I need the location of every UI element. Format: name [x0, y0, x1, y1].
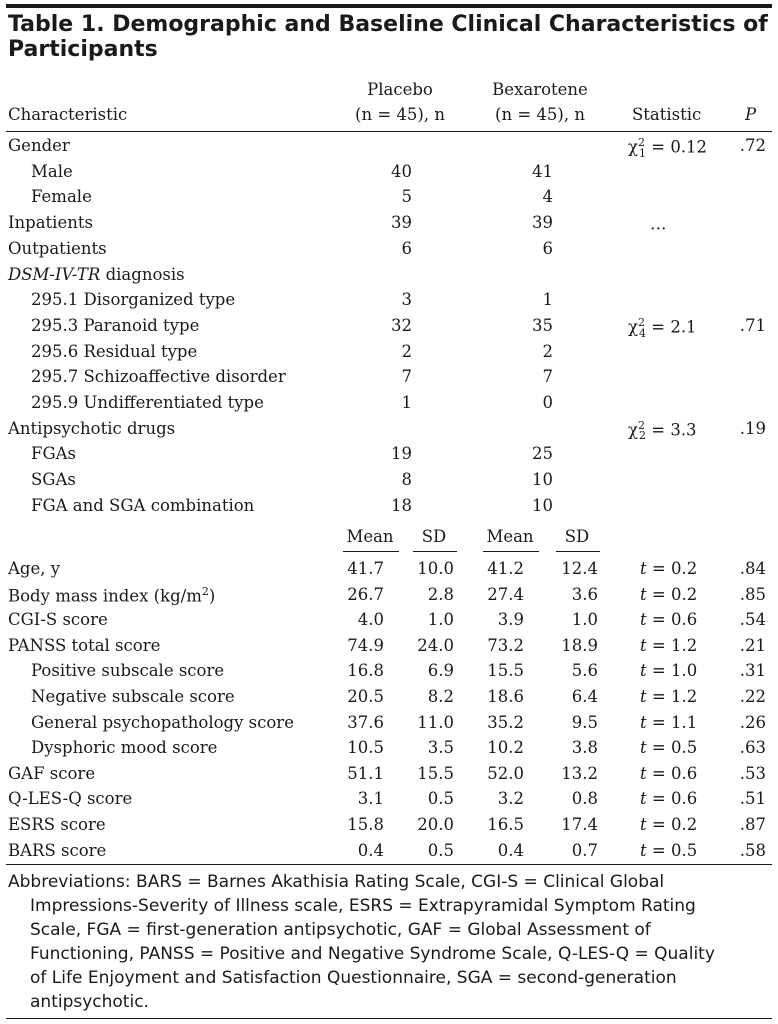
stat-text: = 2.1 [646, 317, 697, 337]
bexarotene-mean: 0.4 [497, 840, 524, 860]
bexarotene-count: 41 [532, 161, 553, 181]
t-value: = 0.2 [646, 559, 698, 578]
placebo-mean: 10.5 [347, 738, 384, 758]
t-symbol: t [640, 738, 647, 758]
p-header: P [745, 105, 757, 124]
bexarotene-count: 1 [542, 290, 553, 310]
row-label [31, 342, 197, 361]
p-value: .71 [739, 315, 766, 335]
footnote-line: of Life Enjoyment and Satisfaction Questionnaire, SGA = second-generation [30, 968, 677, 988]
row-label-text: PANSS total score [8, 635, 161, 655]
bexarotene-count: 35 [532, 315, 553, 335]
row-label [31, 661, 224, 680]
p-value: .58 [739, 840, 766, 860]
placebo-sd: 0.5 [427, 840, 454, 860]
placebo-mean: 20.5 [347, 687, 384, 706]
placebo-sd: 1.0 [427, 610, 454, 630]
footnote-line: antipsychotic. [30, 992, 149, 1012]
bexarotene-count: 10 [532, 495, 553, 515]
placebo-mean: 15.8 [347, 815, 384, 834]
statistic-value [640, 841, 697, 860]
t-symbol: t [640, 559, 647, 578]
placebo-sd: 10.0 [417, 559, 454, 578]
row-label [8, 610, 108, 629]
row-label-text: Inpatients [8, 213, 93, 233]
bexarotene-sd: 0.7 [571, 840, 598, 860]
placebo-mean: 51.1 [347, 763, 384, 783]
placebo-count: 39 [391, 213, 412, 233]
p-value: .22 [739, 687, 766, 706]
chi-symbol: χ [628, 137, 638, 157]
placebo-header-line1: Placebo [367, 80, 433, 99]
placebo-sd-subheader: SD [421, 527, 447, 546]
placebo-mean: 16.8 [347, 661, 384, 681]
placebo-sd: 20.0 [417, 815, 454, 834]
row-label [8, 419, 175, 438]
t-symbol: t [640, 712, 647, 732]
row-label [31, 470, 76, 489]
row-label [8, 585, 215, 606]
row-label [31, 738, 217, 757]
statistic-value [640, 636, 697, 655]
footnote-line: Impressions-Severity of Illness scale, ESRS = Extrapyramidal Symptom Rating [30, 896, 696, 916]
t-value: = 0.5 [646, 738, 698, 758]
row-label-text: BARS score [8, 840, 107, 860]
placebo-count: 6 [401, 238, 412, 258]
bex-sd-subheader: SD [564, 527, 590, 546]
t-value: = 0.5 [646, 840, 698, 860]
p-value: .53 [739, 763, 766, 783]
t-symbol: t [640, 815, 647, 834]
placebo-count: 5 [401, 187, 412, 207]
row-label [31, 687, 235, 706]
row-label-text: Negative subscale score [31, 687, 235, 706]
t-value: = 1.0 [646, 661, 698, 681]
p-value: .63 [739, 738, 766, 758]
row-label [31, 496, 254, 515]
p-value: .84 [739, 559, 766, 578]
bexarotene-mean: 3.2 [497, 789, 524, 809]
row-label-text: SGAs [31, 470, 76, 490]
bexarotene-header-line1: Bexarotene [492, 80, 588, 99]
t-symbol: t [640, 789, 647, 809]
statistic-value [640, 738, 697, 757]
bexarotene-count: 4 [542, 187, 553, 207]
stat-superscript: 2 [638, 418, 645, 432]
placebo-sd: 15.5 [417, 763, 454, 783]
statistic-value [628, 316, 697, 340]
header-rule [6, 131, 772, 132]
stat-superscript: 2 [638, 315, 645, 329]
placebo-count: 7 [401, 367, 412, 387]
chi-symbol: χ [628, 317, 638, 337]
placebo-mean: 3.1 [357, 789, 384, 809]
bexarotene-sd: 9.5 [571, 712, 598, 732]
p-value: .85 [739, 584, 766, 604]
bexarotene-mean: 18.6 [487, 687, 524, 706]
placebo-count: 3 [401, 290, 412, 310]
stat-subscript: 1 [639, 146, 646, 160]
row-label-text: Dysphoric mood score [31, 738, 218, 758]
statistic-value [640, 713, 697, 732]
row-label-text: Body mass index (kg/m [8, 586, 202, 606]
row-label-text: ESRS score [8, 815, 106, 834]
t-symbol: t [640, 610, 647, 630]
t-symbol: t [640, 661, 647, 681]
bexarotene-mean: 41.2 [487, 559, 524, 578]
row-label-text: Gender [8, 136, 70, 155]
bexarotene-sd: 6.4 [571, 687, 598, 706]
row-label-text: Age, y [8, 559, 61, 578]
row-label [31, 290, 235, 309]
bexarotene-sd: 0.8 [571, 789, 598, 809]
bexarotene-count: 0 [542, 393, 553, 412]
t-value: = 0.6 [646, 610, 698, 630]
row-label-text: FGAs [31, 444, 77, 464]
p-value: .87 [739, 815, 766, 834]
row-label-text: 295.6 Residual type [31, 341, 198, 361]
row-label [8, 764, 95, 783]
row-label-text: Positive subscale score [31, 661, 225, 681]
bexarotene-count: 25 [532, 444, 553, 464]
bexarotene-mean: 3.9 [497, 610, 524, 630]
t-symbol: t [640, 584, 647, 604]
placebo-sd: 11.0 [417, 712, 454, 732]
placebo-mean: 74.9 [347, 635, 384, 655]
stat-text: = 0.12 [646, 137, 708, 157]
row-label-text: Female [31, 187, 92, 207]
placebo-mean-rule [343, 551, 399, 552]
bexarotene-sd: 5.6 [571, 661, 598, 681]
t-value: = 0.6 [646, 763, 698, 783]
t-symbol: t [640, 635, 647, 655]
t-value: = 0.2 [646, 584, 698, 604]
stat-text: … [650, 214, 667, 234]
label-end: ) [208, 586, 216, 606]
row-label [8, 636, 160, 655]
t-symbol: t [640, 763, 647, 783]
row-label-text: CGI-S score [8, 610, 108, 630]
bexarotene-sd: 3.8 [571, 738, 598, 758]
statistic-value [640, 559, 697, 578]
t-symbol: t [640, 840, 647, 860]
row-label [8, 265, 185, 284]
placebo-count: 19 [391, 444, 412, 464]
placebo-mean: 37.6 [347, 712, 384, 732]
bexarotene-sd: 12.4 [561, 559, 598, 578]
statistic-value [628, 136, 707, 160]
row-label-text: 295.7 Schizoaffective disorder [31, 367, 286, 387]
placebo-count: 1 [401, 393, 412, 412]
p-value: .19 [739, 418, 766, 438]
p-value: .31 [739, 661, 766, 681]
placebo-sd-rule [413, 551, 457, 552]
bexarotene-sd: 13.2 [561, 763, 598, 783]
bexarotene-sd: 3.6 [571, 584, 598, 604]
row-label [8, 213, 93, 232]
p-value: .54 [739, 610, 766, 630]
statistic-value [650, 213, 667, 237]
row-label [31, 713, 294, 732]
row-label-text: 295.1 Disorganized type [31, 290, 236, 310]
stat-superscript: 2 [638, 136, 645, 149]
placebo-sd: 6.9 [427, 661, 454, 681]
statistic-value [640, 610, 697, 629]
chi-symbol: χ [628, 420, 638, 440]
bexarotene-count: 10 [532, 470, 553, 490]
statistic-value [640, 585, 697, 604]
row-label-text: General psychopathology score [31, 712, 294, 732]
statistic-value [640, 661, 697, 680]
statistic-value [628, 419, 697, 443]
row-label-text: FGA and SGA combination [31, 495, 255, 515]
t-symbol: t [640, 687, 647, 706]
row-label-text: Male [31, 161, 73, 181]
bex-sd-rule [556, 551, 600, 552]
row-label [8, 815, 106, 834]
bexarotene-sd: 17.4 [561, 815, 598, 834]
bexarotene-sd: 18.9 [561, 635, 598, 655]
stat-text: = 3.3 [646, 420, 697, 440]
p-value: .72 [739, 136, 766, 155]
bex-mean-rule [483, 551, 539, 552]
table-title: Table 1. Demographic and Baseline Clinical Characteristics of Participants [8, 12, 768, 62]
body-rule [6, 864, 772, 865]
row-label-text: Outpatients [8, 238, 107, 258]
row-label-text: Q-LES-Q score [8, 789, 133, 809]
row-label [8, 136, 70, 155]
t-value: = 1.1 [646, 712, 698, 732]
bexarotene-mean: 52.0 [487, 763, 524, 783]
row-label [8, 239, 107, 258]
bexarotene-count: 6 [542, 238, 553, 258]
footnote-line: Abbreviations: BARS = Barnes Akathisia Rating Scale, CGI-S = Clinical Global [8, 872, 665, 892]
row-label [31, 187, 92, 206]
row-label [8, 789, 132, 808]
placebo-sd: 8.2 [427, 687, 454, 706]
footnote-line: Functioning, PANSS = Positive and Negative Syndrome Scale, Q-LES-Q = Quality [30, 944, 715, 964]
stat-subscript: 4 [639, 326, 646, 340]
placebo-count: 32 [391, 315, 412, 335]
statistic-header: Statistic [632, 105, 702, 124]
bexarotene-mean: 15.5 [487, 661, 524, 681]
row-label [31, 444, 76, 463]
bexarotene-mean: 27.4 [487, 584, 524, 604]
footnote-line: Scale, FGA = first-generation antipsychotic, GAF = Global Assessment of [30, 920, 651, 940]
bexarotene-mean: 73.2 [487, 635, 524, 655]
row-label-text: 295.3 Paranoid type [31, 315, 200, 335]
top-rule [6, 4, 772, 8]
statistic-value [640, 687, 697, 706]
row-label [31, 162, 73, 181]
bexarotene-mean: 16.5 [487, 815, 524, 834]
bex-mean-subheader: Mean [486, 527, 534, 546]
bexarotene-header-line2: (n = 45), n [495, 105, 585, 124]
bexarotene-count: 2 [542, 341, 553, 361]
placebo-mean-subheader: Mean [346, 527, 394, 546]
placebo-mean: 41.7 [347, 559, 384, 578]
p-value: .21 [739, 635, 766, 655]
stat-subscript: 2 [639, 429, 646, 443]
bottom-rule [6, 1018, 772, 1019]
abbreviations-footnote [8, 870, 764, 1014]
placebo-mean: 4.0 [357, 610, 384, 630]
t-value: = 0.6 [646, 789, 698, 809]
row-label [31, 393, 264, 412]
characteristic-header: Characteristic [8, 105, 128, 124]
t-value: = 1.2 [646, 635, 698, 655]
placebo-count: 2 [401, 341, 412, 361]
bexarotene-sd: 1.0 [571, 610, 598, 630]
p-value: .26 [739, 712, 766, 732]
placebo-count: 40 [391, 161, 412, 181]
label-superscript: 2 [201, 584, 209, 598]
placebo-header-line2: (n = 45), n [355, 105, 445, 124]
row-label-text: 295.9 Undifferentiated type [31, 393, 264, 412]
statistic-value [640, 789, 697, 808]
row-label-text: GAF score [8, 763, 96, 783]
t-value: = 1.2 [646, 687, 698, 706]
placebo-sd: 0.5 [427, 789, 454, 809]
placebo-count: 8 [401, 470, 412, 490]
row-label-text: DSM-IV-TR [8, 264, 101, 284]
p-value: .51 [739, 789, 766, 809]
bexarotene-mean: 10.2 [487, 738, 524, 758]
row-label-suffix: diagnosis [100, 264, 185, 284]
t-value: = 0.2 [646, 815, 698, 834]
row-label [8, 841, 106, 860]
placebo-sd: 3.5 [427, 738, 454, 758]
bexarotene-count: 7 [542, 367, 553, 387]
row-label [31, 367, 286, 386]
row-label [31, 316, 199, 335]
placebo-sd: 24.0 [417, 635, 454, 655]
bexarotene-count: 39 [532, 213, 553, 233]
row-label [8, 559, 60, 578]
row-label-text: Antipsychotic drugs [8, 418, 176, 438]
statistic-value [640, 764, 697, 783]
bexarotene-mean: 35.2 [487, 712, 524, 732]
placebo-mean: 26.7 [347, 584, 384, 604]
placebo-count: 18 [391, 495, 412, 515]
placebo-sd: 2.8 [427, 584, 454, 604]
statistic-value [640, 815, 697, 834]
placebo-mean: 0.4 [357, 840, 384, 860]
